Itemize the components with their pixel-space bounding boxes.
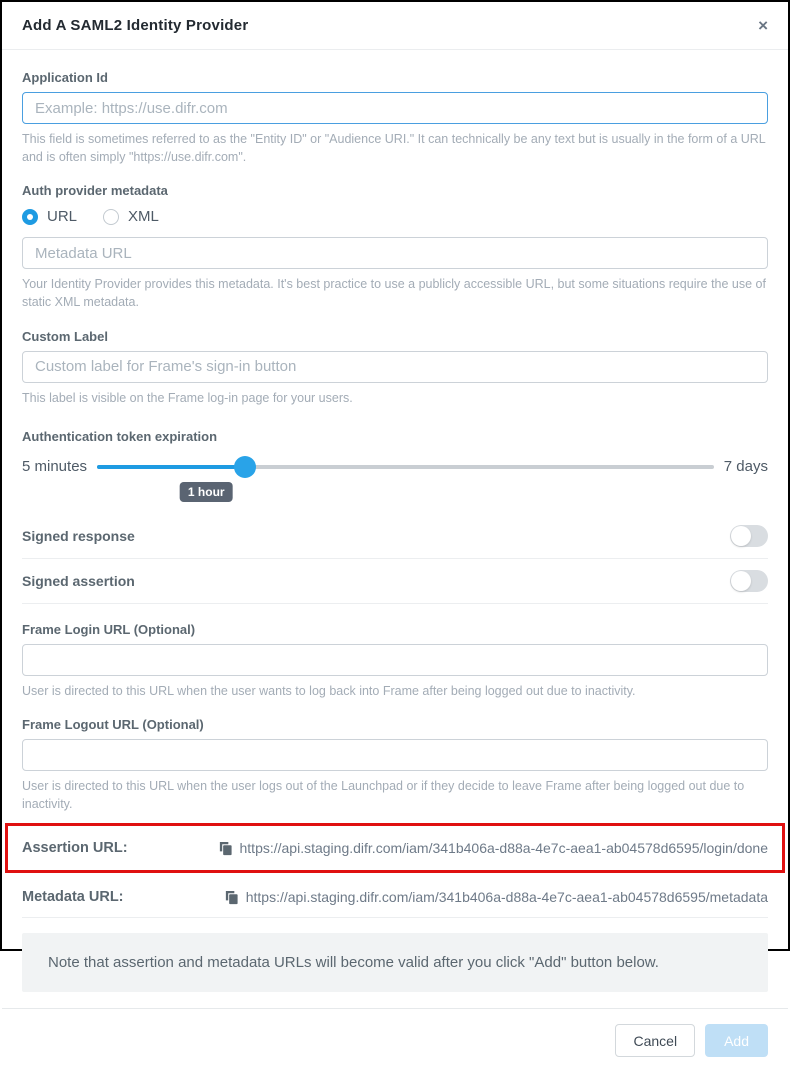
frame-login-url-group bbox=[22, 622, 768, 700]
slider-fill bbox=[97, 465, 245, 469]
assertion-url-row bbox=[22, 828, 768, 868]
radio-xml-circle-icon bbox=[103, 209, 119, 225]
frame-logout-url-help: User is directed to this URL when the user logs out of the Launchpad or if they decide to leave Frame after being logged out due to inactivity. bbox=[22, 778, 745, 811]
custom-label-label: Custom Label bbox=[22, 328, 108, 344]
slider-tooltip-row bbox=[32, 482, 758, 504]
radio-xml-label: XML bbox=[128, 208, 159, 226]
metadata-url-row-label: Metadata URL: bbox=[22, 889, 124, 905]
application-id-label: Application Id bbox=[22, 70, 108, 85]
slider-thumb[interactable] bbox=[234, 456, 256, 478]
toggle-knob bbox=[731, 571, 751, 591]
signed-response-toggle[interactable] bbox=[730, 525, 768, 547]
modal-header bbox=[2, 2, 788, 50]
modal-body bbox=[2, 50, 788, 1008]
divider bbox=[22, 917, 768, 918]
token-expiration-group bbox=[22, 429, 768, 504]
metadata-url-input[interactable] bbox=[22, 237, 768, 269]
signed-response-label: Signed response bbox=[22, 527, 135, 544]
add-button[interactable]: Add bbox=[705, 1024, 768, 1057]
toggles-section bbox=[22, 514, 768, 604]
token-expiration-label: Authentication token expiration bbox=[22, 428, 218, 444]
auth-provider-metadata-label: Auth provider metadata bbox=[22, 183, 168, 199]
assertion-url-highlight bbox=[5, 823, 785, 873]
frame-logout-url-label: Frame Logout URL (Optional) bbox=[22, 716, 204, 732]
auth-provider-metadata-group bbox=[22, 183, 768, 311]
radio-url-circle-icon bbox=[22, 209, 38, 225]
slider-min-label: 5 minutes bbox=[22, 458, 88, 476]
token-expiration-slider-row bbox=[22, 456, 768, 478]
metadata-url-help: Your Identity Provider provides this metadata. It's best practice to use a publicly accessible URL, but some situations require the use of static XML metadata. bbox=[22, 277, 766, 310]
assertion-url-value: https://api.staging.difr.com/iam/341b406a-d88a-4e7c-aea1-ab04578d6595/login/done bbox=[239, 840, 768, 856]
metadata-url-row bbox=[22, 877, 768, 917]
toggle-knob bbox=[731, 526, 751, 546]
custom-label-input[interactable] bbox=[22, 351, 768, 383]
radio-url-label: URL bbox=[47, 208, 78, 226]
application-id-input[interactable] bbox=[22, 92, 768, 124]
radio-xml[interactable] bbox=[103, 208, 159, 225]
note-box: Note that assertion and metadata URLs will become valid after you click "Add" button below. bbox=[22, 933, 768, 992]
radio-url[interactable] bbox=[22, 208, 77, 225]
token-expiration-slider[interactable] bbox=[97, 456, 714, 478]
modal-footer bbox=[2, 1008, 788, 1074]
assertion-url-label: Assertion URL: bbox=[22, 840, 128, 856]
signed-assertion-label: Signed assertion bbox=[22, 572, 135, 589]
frame-login-url-label: Frame Login URL (Optional) bbox=[22, 621, 196, 637]
application-id-help: This field is sometimes referred to as the "Entity ID" or "Audience URI." It can technically be any text but is usually in the form of a URL and is often simply "https://use.difr.com". bbox=[22, 132, 766, 165]
frame-logout-url-input[interactable] bbox=[22, 739, 768, 771]
metadata-url-value: https://api.staging.difr.com/iam/341b406a-d88a-4e7c-aea1-ab04578d6595/metadata bbox=[245, 889, 768, 905]
frame-login-url-input[interactable] bbox=[22, 644, 768, 676]
custom-label-group bbox=[22, 329, 768, 407]
frame-login-url-help: User is directed to this URL when the user wants to log back into Frame after being logged out due to inactivity. bbox=[22, 683, 636, 698]
modal-title: Add A SAML2 Identity Provider bbox=[22, 17, 249, 34]
custom-label-help: This label is visible on the Frame log-in page for your users. bbox=[22, 390, 353, 405]
close-icon[interactable]: × bbox=[758, 16, 768, 35]
metadata-type-radio-group bbox=[22, 208, 768, 225]
signed-response-row bbox=[22, 514, 768, 559]
copy-icon[interactable] bbox=[224, 890, 239, 905]
slider-value-tooltip: 1 hour bbox=[180, 482, 233, 502]
signed-assertion-toggle[interactable] bbox=[730, 570, 768, 592]
signed-assertion-row bbox=[22, 559, 768, 604]
cancel-button[interactable]: Cancel bbox=[615, 1024, 695, 1057]
copy-icon[interactable] bbox=[218, 841, 233, 856]
frame-logout-url-group bbox=[22, 717, 768, 813]
slider-max-label: 7 days bbox=[723, 458, 768, 476]
application-id-group bbox=[22, 70, 768, 166]
